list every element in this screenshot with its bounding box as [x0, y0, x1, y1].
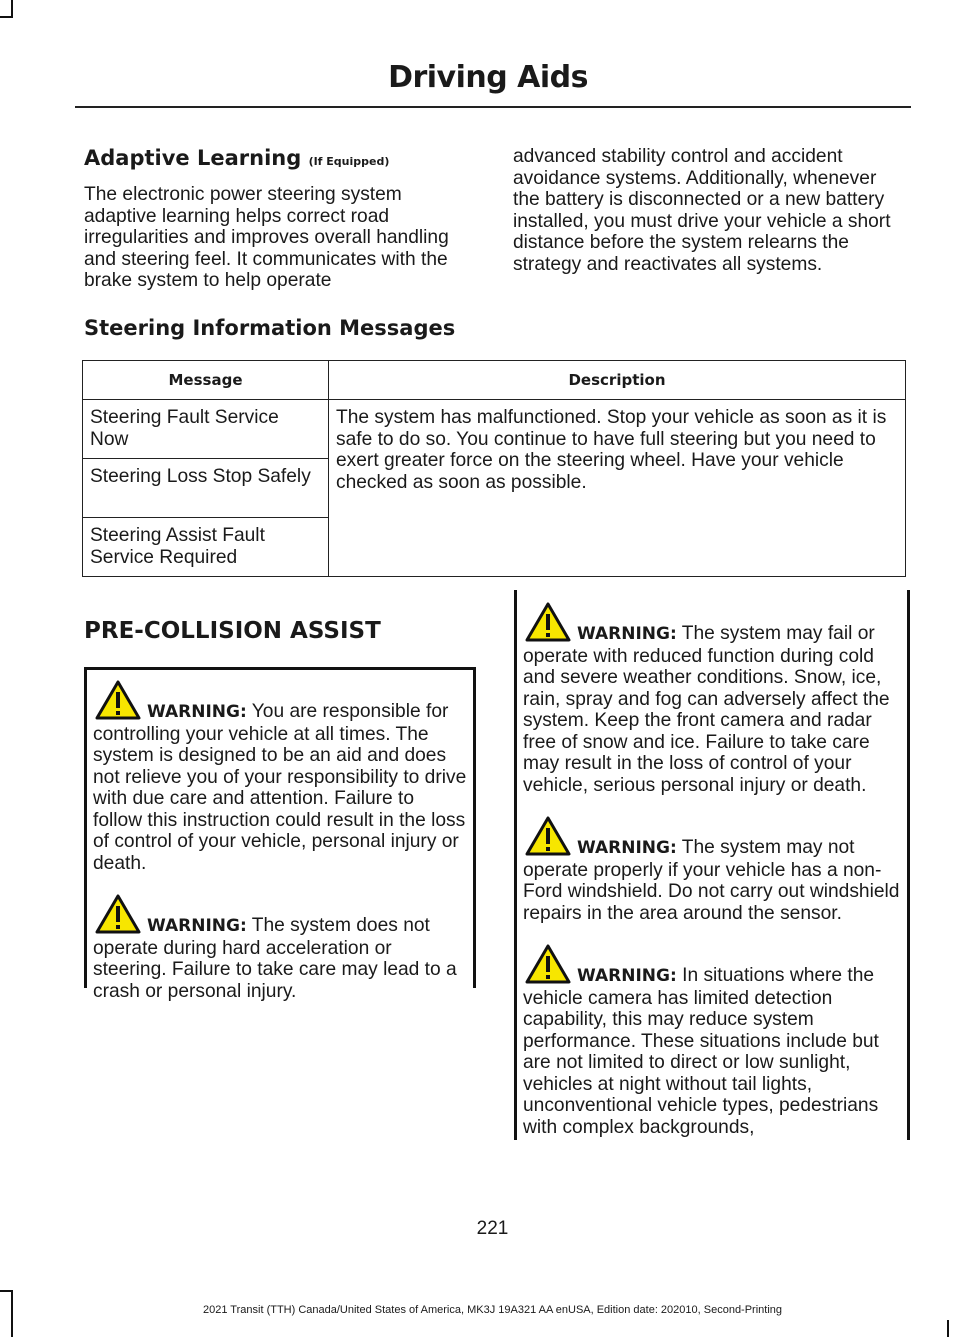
- warning-triangle-icon: [523, 602, 573, 642]
- warning-text: The system does not operate during hard acceleration or steering. Failure to take care may lead to a crash or personal injury.: [93, 915, 457, 1002]
- table-row: [83, 400, 906, 459]
- warning-paragraph: [523, 602, 901, 796]
- warning-text: The system may not operate properly if your vehicle has a non-Ford windshield. Do not carry out windshield repairs in the area around the sensor.: [523, 837, 900, 924]
- crop-mark: [0, 16, 13, 18]
- warning-label: WARNING:: [147, 916, 247, 936]
- warning-label: WARNING:: [147, 702, 247, 722]
- message-cell: Steering Assist Fault Service Required: [83, 518, 329, 577]
- warning-text: In situations where the vehicle camera has limited detection capability, this may reduce system performance. These situations include but are not limited to direct or low sunlight, vehicles at night without tail lights, unconventional vehicle types, pedestrians with complex backgrounds,: [523, 965, 879, 1138]
- warning-triangle-icon: [93, 680, 143, 720]
- footer-edition-info: 2021 Transit (TTH) Canada/United States of America, MK3J 19A321 AA enUSA, Edition date: 202010, Second-Printing: [202, 1304, 783, 1316]
- page-title: Driving Aids: [388, 60, 588, 95]
- adaptive-body-left: The electronic power steering system adaptive learning helps correct road irregularities and improves overall handling and steering feel. It communicates with the brake system to help operate: [84, 184, 449, 291]
- page-number: 221: [476, 1218, 509, 1239]
- steering-messages-heading: Steering Information Messages: [84, 316, 456, 340]
- adaptive-body-right: advanced stability control and accident avoidance systems. Additionally, whenever the battery is disconnected or a new battery installed, you must drive your vehicle a short distance before the system relearns the strategy and reactivates all systems.: [513, 146, 891, 275]
- warning-triangle-icon: [523, 944, 573, 984]
- warning-paragraph: [523, 944, 901, 1138]
- warning-text: The system may fail or operate with reduced function during cold and severe weather conditions. Snow, ice, rain, spray and fog can adversely affect the system. Keep the front camera and radar free of snow and ice. Failure to take care may result in the loss of control of your vehicle, serious personal injury or death.: [523, 623, 890, 796]
- message-cell: Steering Loss Stop Safely: [83, 459, 329, 518]
- crop-mark: [947, 1320, 949, 1337]
- table-header-row: [83, 361, 906, 400]
- description-cell: The system has malfunctioned. Stop your vehicle as soon as it is safe to do so. You continue to have full steering but you need to exert greater force on the steering wheel. Have your vehicle checked as soon as possible.: [329, 400, 906, 577]
- warning-paragraph: [523, 816, 901, 924]
- warning-label: WARNING:: [577, 838, 677, 858]
- warning-box-left: [84, 667, 476, 1002]
- pre-collision-assist-heading: PRE-COLLISION ASSIST: [84, 618, 381, 644]
- column-header-description: Description: [329, 361, 906, 400]
- adaptive-learning-heading: [84, 146, 474, 170]
- warning-label: WARNING:: [577, 624, 677, 644]
- warning-paragraph: [93, 894, 467, 1002]
- column-header-message: Message: [83, 361, 329, 400]
- warning-paragraph: [93, 680, 467, 874]
- adaptive-learning-left-column: [84, 146, 474, 292]
- warning-box-right: [514, 590, 910, 1140]
- adaptive-heading-text: Adaptive Learning: [84, 146, 302, 170]
- warning-label: WARNING:: [577, 966, 677, 986]
- header-divider: [75, 106, 911, 108]
- warning-triangle-icon: [523, 816, 573, 856]
- warning-triangle-icon: [93, 894, 143, 934]
- steering-messages-table: [82, 360, 906, 577]
- adaptive-learning-right-column: [513, 146, 907, 275]
- message-cell: Steering Fault Service Now: [83, 400, 329, 459]
- warning-text: You are responsible for controlling your vehicle at all times. The system is designed to be an aid and does not relieve you of your responsibility to drive with due care and attention. Failure to follow this instruction could result in the loss of control of your vehicle, personal injury or death.: [93, 701, 467, 874]
- if-equipped-note: (If Equipped): [308, 155, 390, 168]
- crop-mark: [0, 1290, 13, 1292]
